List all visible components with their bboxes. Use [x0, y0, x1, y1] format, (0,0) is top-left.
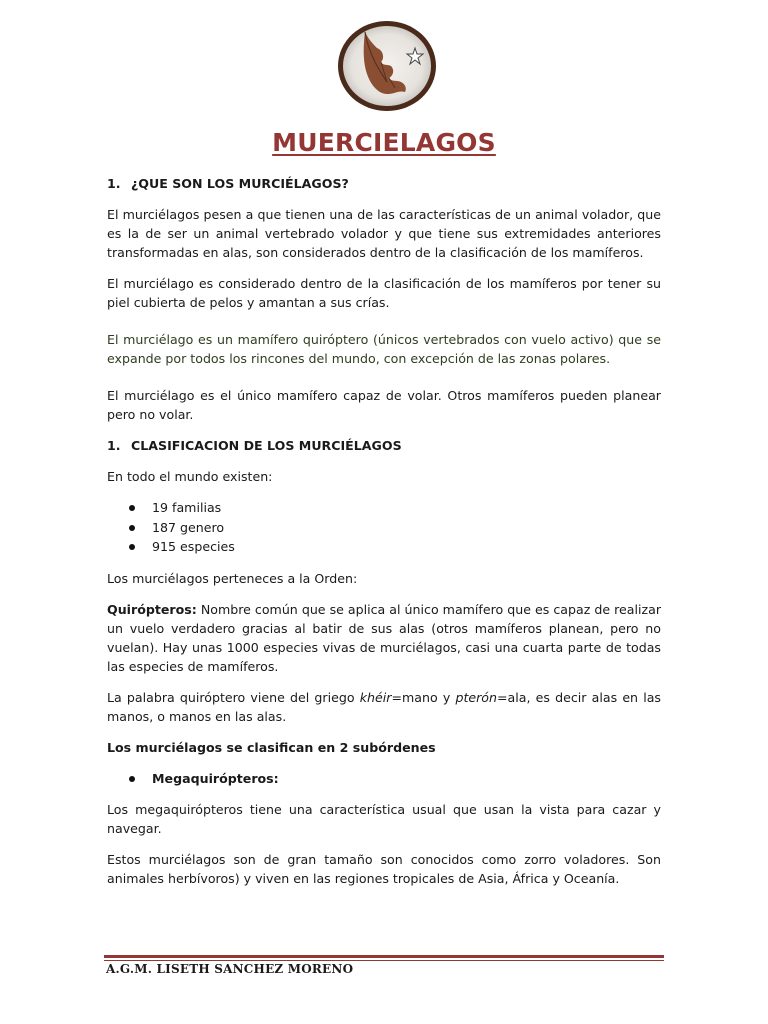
paragraph: El murciélago es considerado dentro de la clasificación de los mamíferos por tener su piel cubierta de pelos y amantan a sus crías. — [107, 276, 661, 310]
footer-author: A.G.M. LISETH SANCHEZ MORENO — [106, 962, 354, 976]
suborder-list — [107, 769, 661, 789]
greek-word: khéir — [359, 689, 392, 705]
list-item: 915 especies — [107, 537, 661, 557]
page-title: MUERCIELAGOS — [272, 128, 496, 157]
text-run: =mano y — [391, 689, 456, 705]
paragraph: El murciélagos pesen a que tienen una de las características de un animal volador, que es la de ser un animal vertebrado volador y que tiene sus extremidades anteriores transformadas en alas, son considerados dentro de la clasificación de los mamíferos. — [107, 207, 661, 260]
paragraph: El murciélago es un mamífero quiróptero (únicos vertebrados con vuelo activo) que se expande por todos los rincones del mundo, con excepción de las zonas polares. — [107, 332, 661, 366]
paragraph: Los megaquirópteros tiene una característica usual que usan la vista para cazar y navegar. — [107, 802, 661, 836]
list-item: 187 genero — [107, 518, 661, 538]
paragraph: Estos murciélagos son de gran tamaño son conocidos como zorro voladores. Son animales herbívoros) y viven en las regiones tropicales de Asia, África y Oceanía. — [107, 852, 661, 886]
paragraph: En todo el mundo existen: — [107, 469, 273, 484]
footer-divider — [104, 955, 664, 958]
section-heading-1 — [107, 174, 661, 193]
list-item: Megaquirópteros: — [107, 769, 661, 789]
bullet-list — [107, 498, 661, 557]
term: Quirópteros: — [107, 601, 197, 617]
paragraph: Los murciélagos perteneces a la Orden: — [107, 570, 358, 586]
document-body — [107, 174, 661, 900]
bat-star-logo-icon — [335, 18, 439, 114]
heading-text: ¿QUE SON LOS MURCIÉLAGOS? — [131, 176, 349, 191]
paragraph-bold: Los murciélagos se clasifican en 2 subórdenes — [107, 739, 436, 755]
footer-divider-thin — [104, 960, 664, 961]
text-run: La palabra quiróptero viene del griego — [107, 689, 360, 705]
heading-number: 1. — [107, 438, 121, 453]
heading-text: CLASIFICACION DE LOS MURCIÉLAGOS — [131, 438, 402, 453]
paragraph: El murciélago es el único mamífero capaz de volar. Otros mamíferos pueden planear pero no volar. — [107, 388, 661, 422]
section-heading-2 — [107, 436, 661, 455]
heading-number: 1. — [107, 176, 121, 191]
paragraph — [107, 600, 661, 676]
definition: Nombre común que se aplica al único mamífero que es capaz de realizar un vuelo verdadero gracias al batir de sus alas (otros mamíferos planean, pero no vuelan). Hay unas 1000 especies vivas de murciélagos, casi una cuarta parte de todas las especies de mamíferos. — [107, 601, 661, 674]
paragraph — [107, 688, 661, 726]
list-item: 19 familias — [107, 498, 661, 518]
text-run: =ala, es decir alas en las manos, o manos en las alas. — [107, 689, 661, 724]
greek-word: pterón — [455, 689, 497, 705]
